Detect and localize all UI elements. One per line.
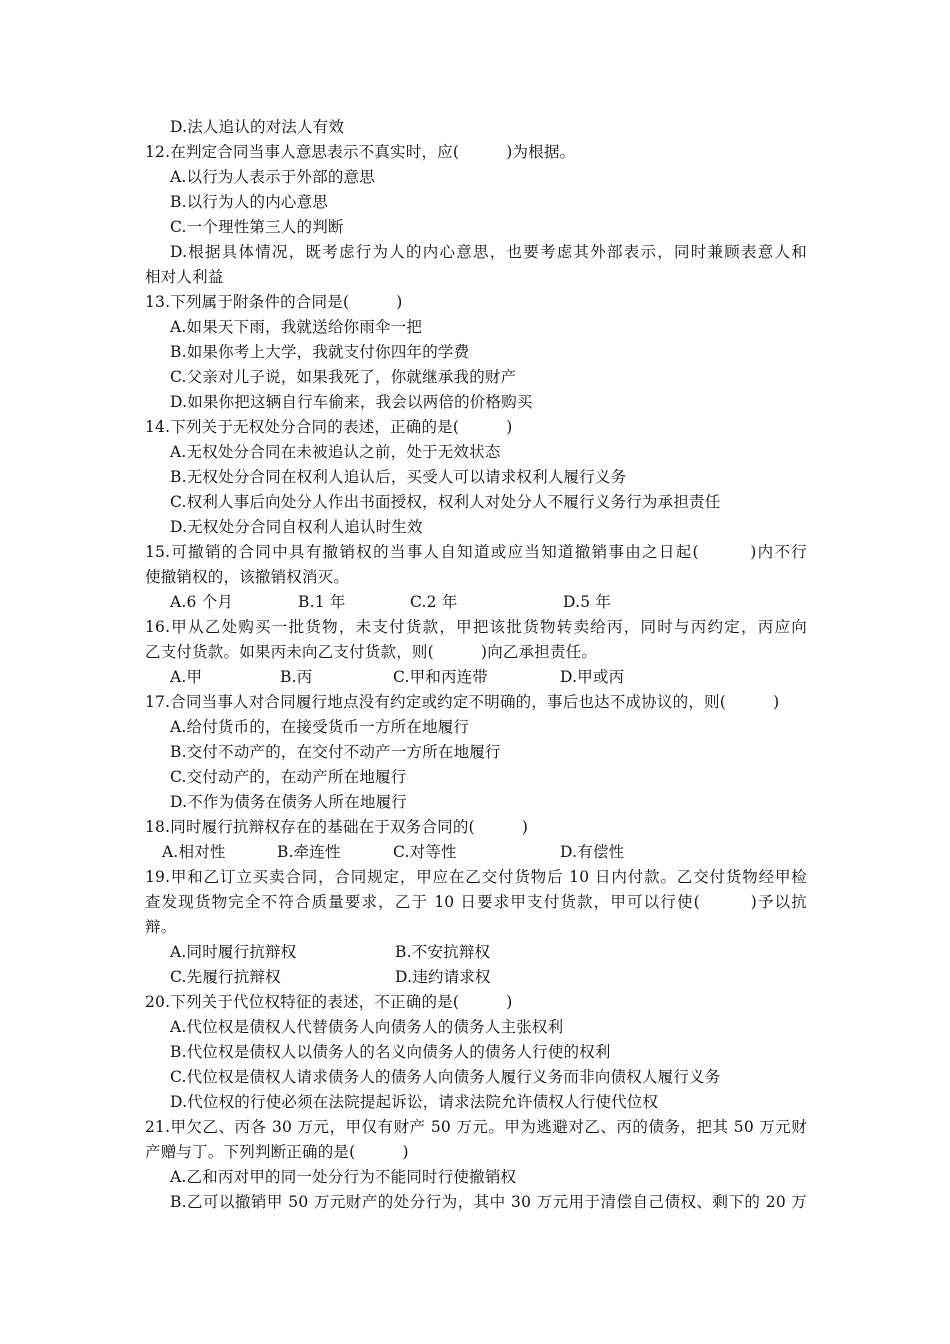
q13-option-c: C.父亲对儿子说，如果我死了，你就继承我的财产 [170,368,517,386]
q20-option-c: C.代位权是债权人请求债务人的债务人向债务人履行义务而非向债权人履行义务 [170,1068,721,1086]
q19-options-row2 [0,965,950,990]
q16-option-a: A.甲 [170,668,203,686]
question-19-cont: 查发现货物完全不符合质量要求，乙于 10 日要求甲支付货款，甲可以行使( )予以抗 [145,893,807,911]
question-20: 20.下列关于代位权特征的表述，不正确的是( ) [145,993,513,1011]
question-18: 18.同时履行抗辩权存在的基础在于双务合同的( ) [145,818,529,836]
q14-option-d: D.无权处分合同自权利人追认时生效 [170,518,423,536]
q17-option-a: A.给付货币的，在接受货币一方所在地履行 [170,718,470,736]
q12-option-c: C.一个理性第三人的判断 [170,218,344,236]
q12-option-a: A.以行为人表示于外部的意思 [170,168,375,186]
q13-option-b: B.如果你考上大学，我就支付你四年的学费 [170,343,470,361]
q15-option-a: A.6 个月 [170,593,234,611]
question-21: 21.甲欠乙、丙各 30 万元，甲仅有财产 50 万元。甲为逃避对乙、丙的债务，把其 50 万元财 [145,1118,807,1136]
q18-option-c: C.对等性 [393,843,457,861]
q16-option-d: D.甲或丙 [560,668,625,686]
q16-options [0,665,950,690]
q21-option-a: A.乙和丙对甲的同一处分行为不能同时行使撤销权 [170,1168,517,1186]
question-16-cont: 乙支付货款。如果丙未向乙支付货款，则( )向乙承担责任。 [145,643,598,661]
q13-option-d: D.如果你把这辆自行车偷来，我会以两倍的价格购买 [170,393,533,411]
q13-option-a: A.如果天下雨，我就送给你雨伞一把 [170,318,423,336]
question-15-cont: 使撤销权的，该撤销权消灭。 [145,568,350,586]
q18-options [0,840,950,865]
q15-option-d: D.5 年 [563,593,612,611]
q16-option-c: C.甲和丙连带 [393,668,489,686]
q20-option-b: B.代位权是债权人以债务人的名义向债务人的债务人行使的权利 [170,1043,611,1061]
q12-option-b: B.以行为人的内心意思 [170,193,329,211]
question-14: 14.下列关于无权处分合同的表述，正确的是( ) [145,418,513,436]
q18-option-b: B.牵连性 [277,843,341,861]
q19-options-row1 [0,940,950,965]
q20-option-d: D.代位权的行使必须在法院提起诉讼，请求法院允许债权人行使代位权 [170,1093,659,1111]
q19-option-d: D.违约请求权 [395,968,491,986]
q19-option-a: A.同时履行抗辩权 [170,943,297,961]
q12-option-d: D.根据具体情况，既考虑行为人的内心意思，也要考虑其外部表示，同时兼顾表意人和 [170,243,807,261]
q14-option-c: C.权利人事后向处分人作出书面授权，权利人对处分人不履行义务行为承担责任 [170,493,721,511]
question-13: 13.下列属于附条件的合同是( ) [145,293,403,311]
question-17: 17.合同当事人对合同履行地点没有约定或约定不明确的，事后也达不成协议的，则( ) [145,693,780,711]
q12-option-d-cont: 相对人利益 [145,268,224,286]
q19-option-b: B.不安抗辩权 [395,943,491,961]
question-19: 19.甲和乙订立买卖合同，合同规定，甲应在乙交付货物后 10 日内付款。乙交付货物经甲检 [145,868,807,886]
question-16: 16.甲从乙处购买一批货物，未支付货款，甲把该批货物转卖给丙，同时与丙约定，丙应向 [145,618,807,636]
q15-option-c: C.2 年 [410,593,458,611]
q21-option-b: B.乙可以撤销甲 50 万元财产的处分行为，其中 30 万元用于清偿自己债权、剩下的 20 万 [170,1193,807,1211]
q20-option-a: A.代位权是债权人代替债务人向债务人的债务人主张权利 [170,1018,564,1036]
q16-option-b: B.丙 [280,668,313,686]
question-15: 15.可撤销的合同中具有撤销权的当事人自知道或应当知道撤销事由之日起( )内不行 [145,543,807,561]
question-19-cont2: 辩。 [145,918,177,936]
q14-option-a: A.无权处分合同在未被追认之前，处于无效状态 [170,443,501,461]
q17-option-d: D.不作为债务在债务人所在地履行 [170,793,408,811]
question-12: 12.在判定合同当事人意思表示不真实时，应( )为根据。 [145,143,576,161]
q17-option-c: C.交付动产的，在动产所在地履行 [170,768,407,786]
question-21-cont: 产赠与丁。下列判断正确的是( ) [145,1143,409,1161]
q17-option-b: B.交付不动产的，在交付不动产一方所在地履行 [170,743,501,761]
q18-option-a: A.相对性 [162,843,226,861]
q14-option-b: B.无权处分合同在权利人追认后，买受人可以请求权利人履行义务 [170,468,627,486]
q15-option-b: B.1 年 [298,593,346,611]
q18-option-d: D.有偿性 [560,843,625,861]
q15-options [0,590,950,615]
q11-option-d: D.法人追认的对法人有效 [170,118,345,136]
q19-option-c: C.先履行抗辩权 [170,968,281,986]
